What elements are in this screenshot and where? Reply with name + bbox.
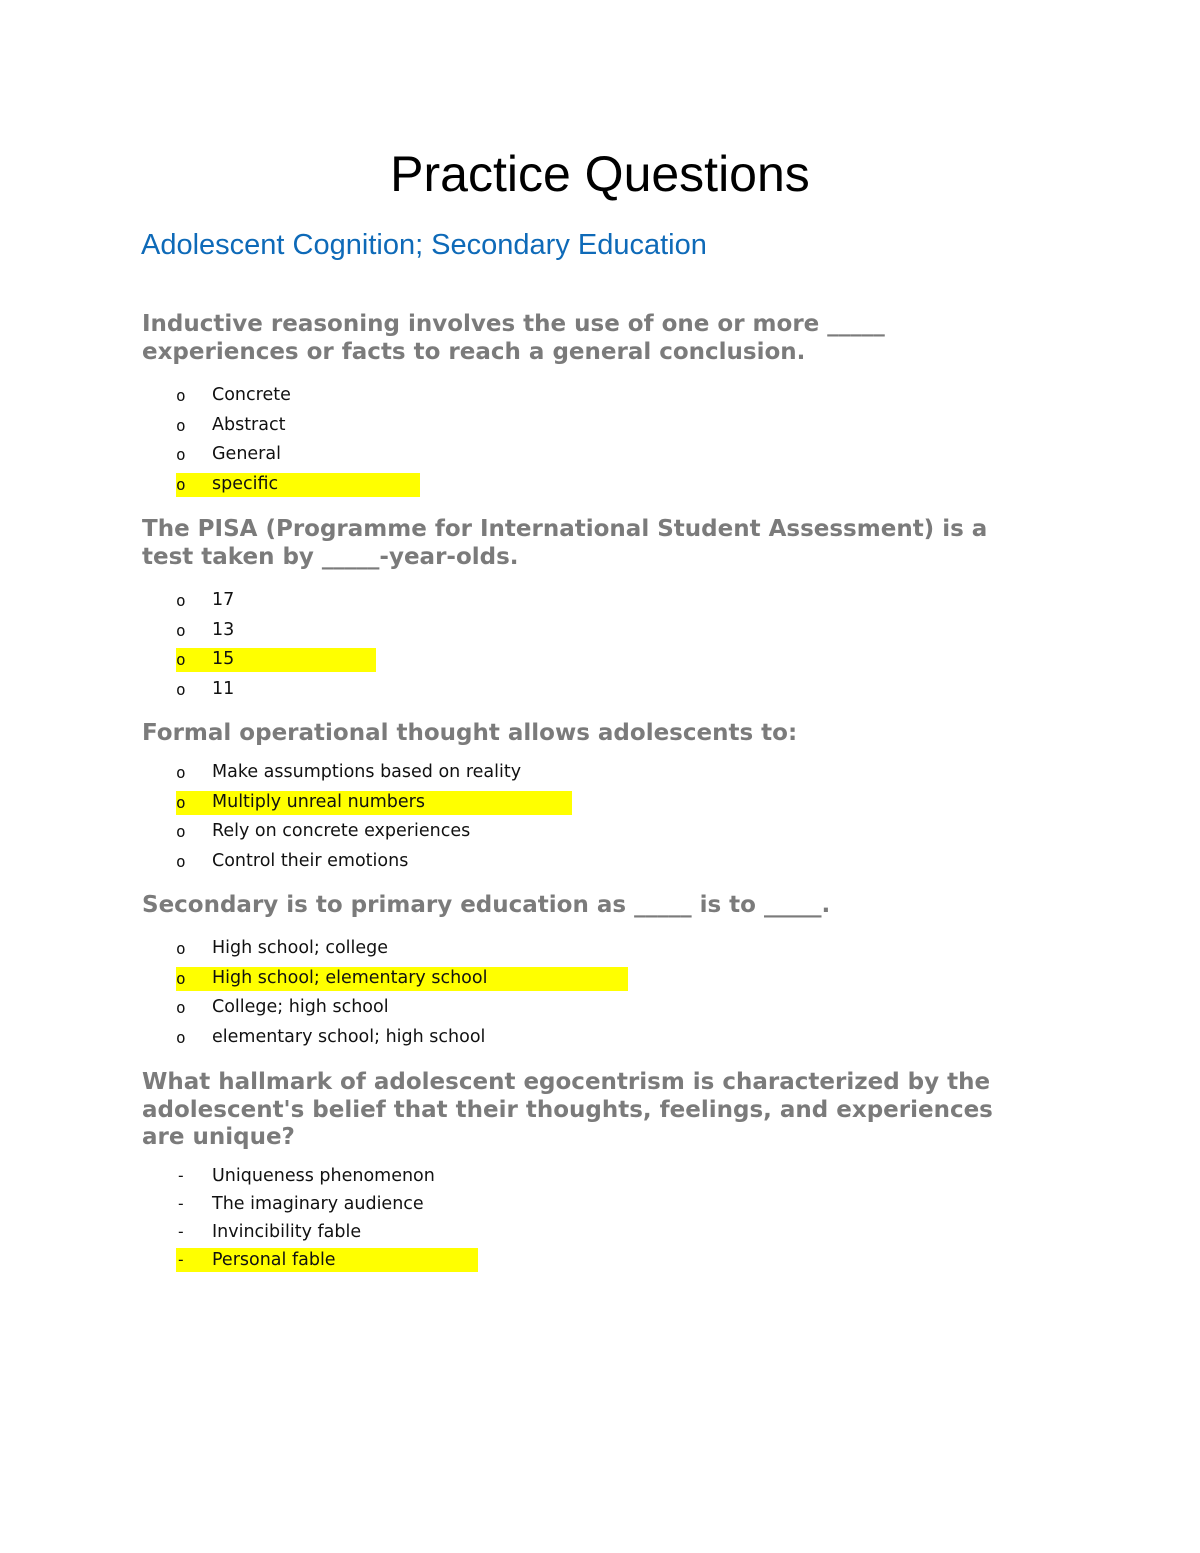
question-1-text: Inductive reasoning involves the use of one or more _____ experiences or facts to reach a general conclusion.: [142, 311, 885, 365]
bullet-marker: o: [176, 998, 186, 1018]
bullet-marker: o: [176, 620, 186, 640]
bullet-marker: -: [176, 1222, 186, 1241]
bullet-marker: o: [176, 445, 186, 465]
bullet-marker: o: [176, 852, 186, 872]
bullet-marker: o: [176, 792, 186, 812]
bullet-marker: o: [176, 939, 186, 958]
question-5-text: What hallmark of adolescent egocentrism is characterized by the adolescent's belief that their thoughts, feelings, and experiences are unique?: [142, 1069, 993, 1150]
option-text: 13: [212, 619, 235, 640]
option-text: 11: [212, 679, 235, 700]
option-text: Rely on concrete experiences: [212, 821, 471, 842]
option-text: specific: [212, 474, 279, 495]
question-4-text: Secondary is to primary education as _____ is to _____.: [142, 892, 831, 918]
bullet-marker: o: [176, 822, 186, 842]
option-text: Multiply unreal numbers: [212, 791, 425, 812]
page-title: Practice Questions: [390, 146, 810, 202]
bullet-marker: o: [176, 415, 186, 435]
bullet-marker: o: [176, 680, 186, 700]
bullet-marker: o: [176, 475, 186, 495]
option-text: High school; college: [212, 938, 389, 958]
option-text: Make assumptions based on reality: [212, 762, 522, 782]
option-text: College; high school: [212, 997, 389, 1018]
question-2-text: The PISA (Programme for International Student Assessment) is a test taken by _____-year-olds.: [142, 516, 988, 570]
bullet-marker: -: [176, 1250, 186, 1269]
option-text: The imaginary audience: [212, 1194, 424, 1214]
bullet-marker: o: [176, 1028, 186, 1048]
option-text: Abstract: [212, 414, 286, 435]
option-text: High school; elementary school: [212, 967, 488, 988]
bullet-marker: -: [176, 1166, 186, 1185]
option-text: General: [212, 444, 281, 465]
bullet-marker: o: [176, 968, 186, 988]
option-text: Concrete: [212, 385, 291, 405]
option-text: 17: [212, 590, 235, 610]
bullet-marker: -: [176, 1194, 186, 1213]
section-subtitle: Adolescent Cognition; Secondary Education: [141, 229, 707, 261]
option-text: Uniqueness phenomenon: [212, 1166, 435, 1186]
option-text: 15: [212, 649, 235, 670]
bullet-marker: o: [176, 591, 186, 610]
bullet-marker: o: [176, 386, 186, 405]
option-text: elementary school; high school: [212, 1027, 486, 1048]
question-3-text: Formal operational thought allows adolescents to:: [142, 720, 798, 746]
option-text: Invincibility fable: [212, 1222, 362, 1242]
bullet-marker: o: [176, 763, 186, 782]
option-text: Control their emotions: [212, 851, 409, 872]
option-text: Personal fable: [212, 1250, 336, 1270]
bullet-marker: o: [176, 650, 186, 670]
